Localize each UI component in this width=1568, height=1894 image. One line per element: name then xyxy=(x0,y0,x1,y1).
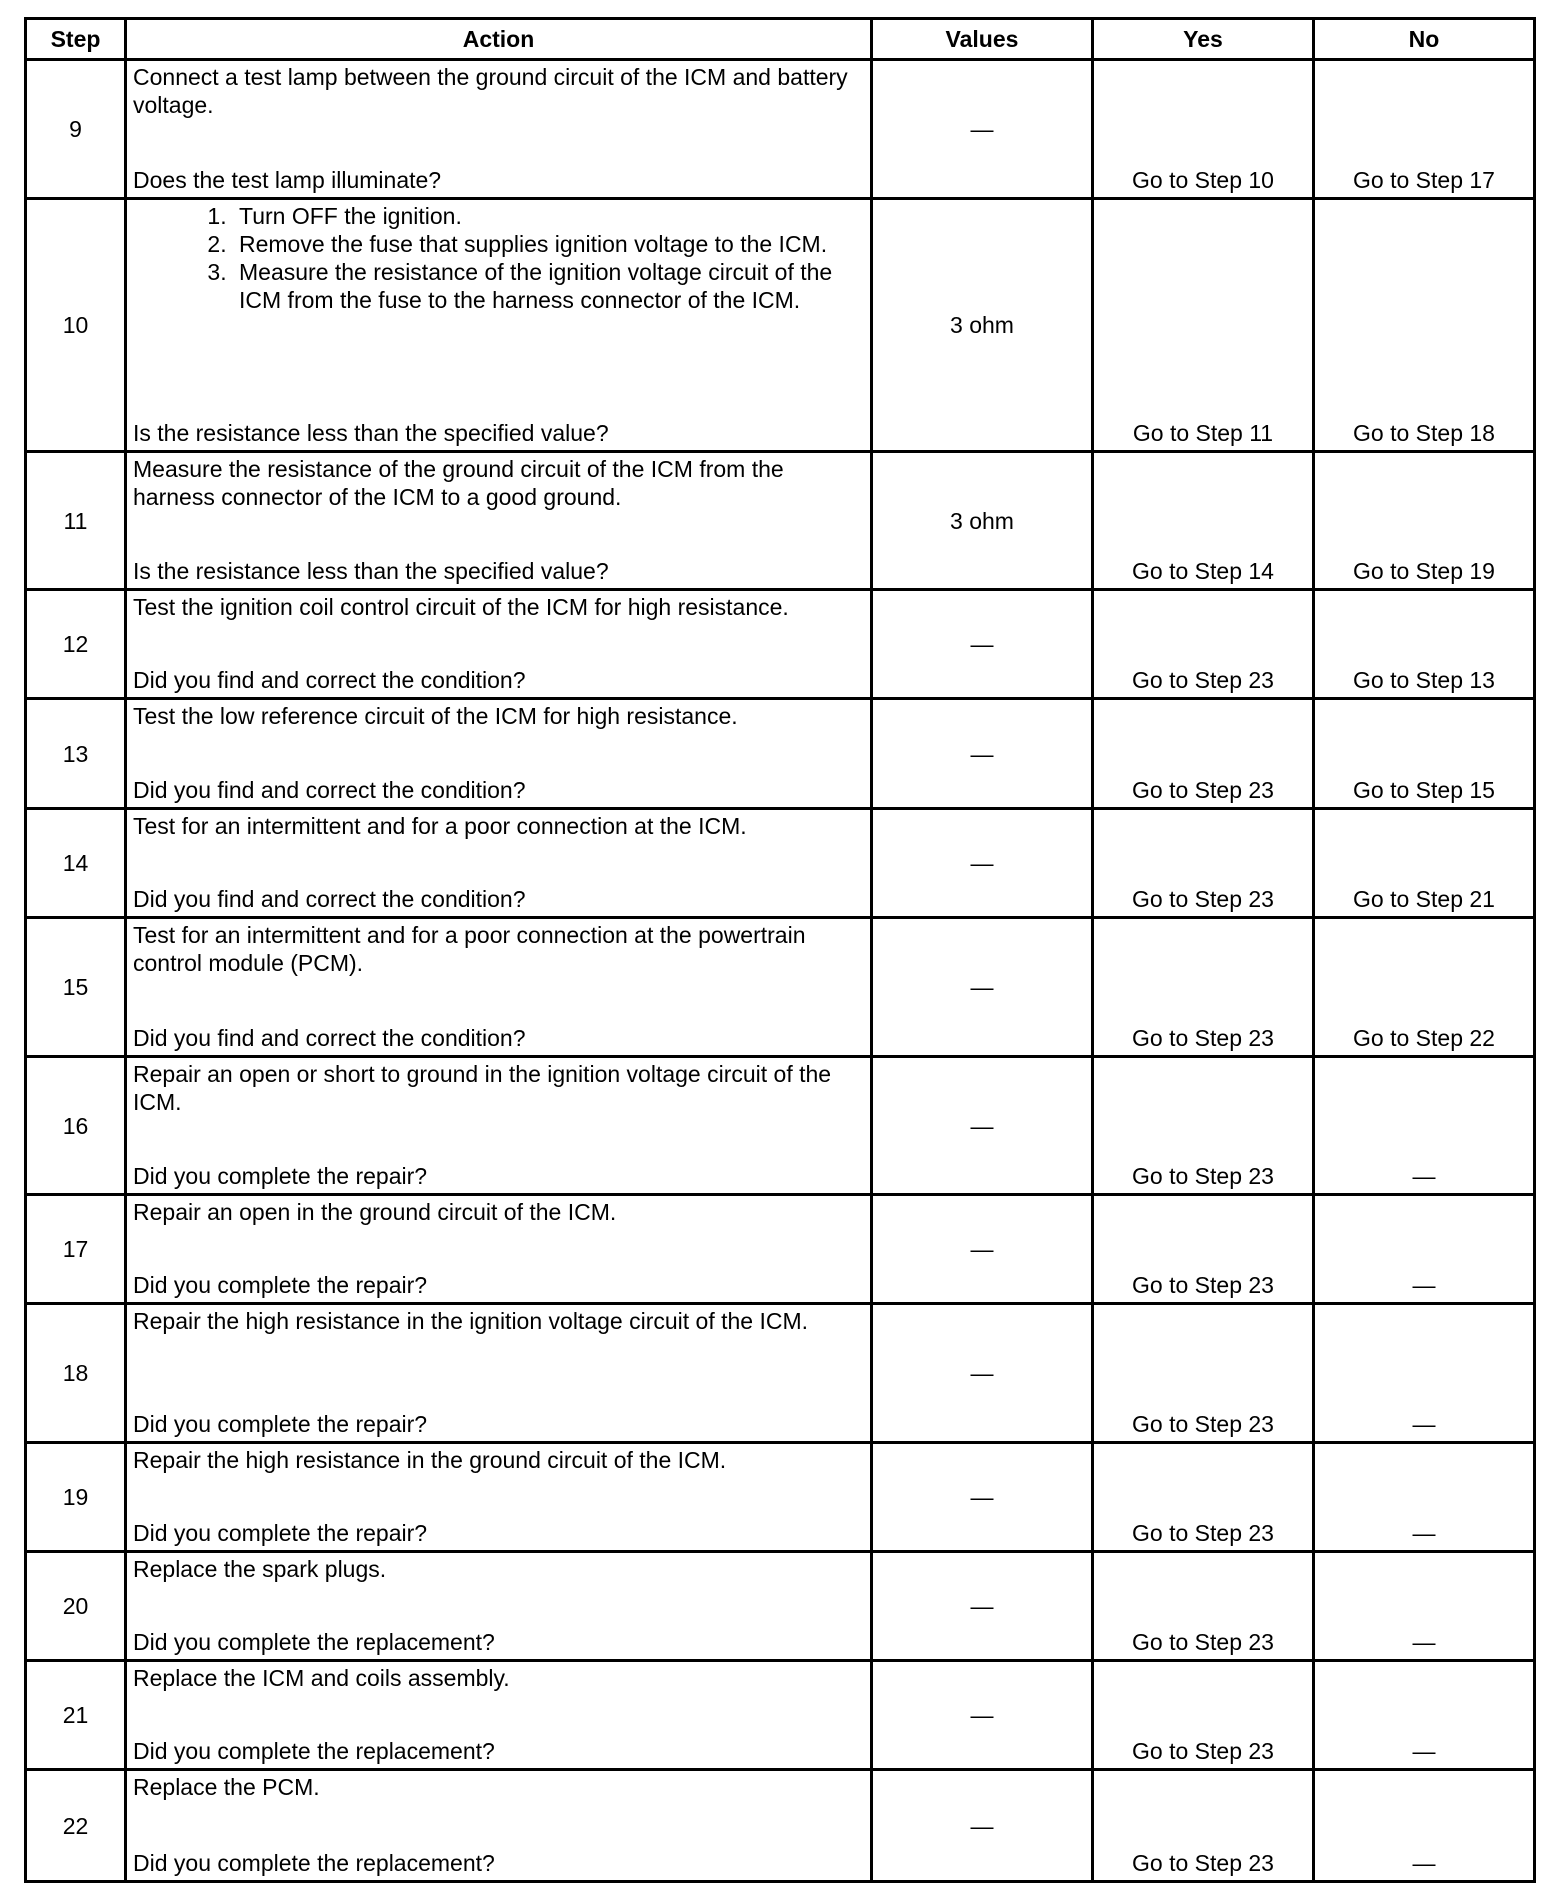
action-step-item: 2. Remove the fuse that supplies ignition voltage to the ICM. xyxy=(233,230,864,258)
value-cell: — xyxy=(872,1195,1093,1304)
yes-result: Go to Step 23 xyxy=(1132,777,1274,803)
action-text: Measure the resistance of the ground circuit of the ICM from the harness connector of the ICM to a good ground. xyxy=(133,456,784,510)
no-cell xyxy=(1314,699,1535,809)
action-question: Did you complete the replacement? xyxy=(133,1629,495,1655)
action-cell xyxy=(126,199,872,452)
value-cell: — xyxy=(872,1057,1093,1195)
action-steps-list xyxy=(133,202,864,314)
action-question: Did you find and correct the condition? xyxy=(133,667,526,693)
step-number: 19 xyxy=(26,1443,126,1552)
table-row xyxy=(26,1552,1535,1661)
yes-cell xyxy=(1093,809,1314,918)
yes-result: Go to Step 23 xyxy=(1132,1738,1274,1764)
action-question: Did you complete the repair? xyxy=(133,1520,428,1546)
header-action: Action xyxy=(126,19,872,60)
value-cell: — xyxy=(872,699,1093,809)
no-result: Go to Step 13 xyxy=(1353,667,1495,693)
yes-cell xyxy=(1093,1770,1314,1882)
header-step: Step xyxy=(26,19,126,60)
action-question: Did you complete the replacement? xyxy=(133,1850,495,1876)
yes-result: Go to Step 23 xyxy=(1132,1629,1274,1655)
table-row xyxy=(26,1770,1535,1882)
no-result: — xyxy=(1412,1272,1436,1298)
yes-result: Go to Step 10 xyxy=(1132,167,1274,193)
no-cell xyxy=(1314,60,1535,199)
value-cell: — xyxy=(872,590,1093,699)
action-question: Did you find and correct the condition? xyxy=(133,777,526,803)
step-number: 10 xyxy=(26,199,126,452)
table-row xyxy=(26,199,1535,452)
yes-cell xyxy=(1093,1195,1314,1304)
step-number: 22 xyxy=(26,1770,126,1882)
no-cell xyxy=(1314,1195,1535,1304)
table-row xyxy=(26,1661,1535,1770)
action-text: Repair an open in the ground circuit of the ICM. xyxy=(133,1199,617,1225)
action-cell xyxy=(126,1770,872,1882)
value-cell: — xyxy=(872,1443,1093,1552)
no-result: Go to Step 18 xyxy=(1353,420,1495,446)
value-cell: — xyxy=(872,1770,1093,1882)
table-row xyxy=(26,809,1535,918)
no-result: — xyxy=(1412,1738,1436,1764)
table-row xyxy=(26,590,1535,699)
action-text: Repair an open or short to ground in the ignition voltage circuit of the ICM. xyxy=(133,1061,832,1115)
table-row xyxy=(26,699,1535,809)
no-cell xyxy=(1314,809,1535,918)
table-row xyxy=(26,918,1535,1057)
action-cell xyxy=(126,1552,872,1661)
yes-cell xyxy=(1093,590,1314,699)
yes-cell xyxy=(1093,60,1314,199)
action-question: Is the resistance less than the specified value? xyxy=(133,420,609,446)
no-cell xyxy=(1314,1552,1535,1661)
yes-result: Go to Step 23 xyxy=(1132,667,1274,693)
action-cell xyxy=(126,1195,872,1304)
value-cell: — xyxy=(872,1552,1093,1661)
yes-cell xyxy=(1093,1443,1314,1552)
action-question: Did you find and correct the condition? xyxy=(133,1025,526,1051)
step-number: 17 xyxy=(26,1195,126,1304)
no-result: Go to Step 21 xyxy=(1353,886,1495,912)
action-step-item: 3. Measure the resistance of the ignition voltage circuit of the ICM from the fuse to the harness connector of the ICM. xyxy=(233,258,864,314)
yes-result: Go to Step 23 xyxy=(1132,886,1274,912)
no-result: — xyxy=(1412,1850,1436,1876)
step-number: 12 xyxy=(26,590,126,699)
action-step-item: 1. Turn OFF the ignition. xyxy=(233,202,864,230)
action-question: Is the resistance less than the specified value? xyxy=(133,558,609,584)
header-row xyxy=(26,19,1535,60)
table-row xyxy=(26,1195,1535,1304)
action-question: Did you complete the repair? xyxy=(133,1272,428,1298)
action-text: Repair the high resistance in the ground circuit of the ICM. xyxy=(133,1447,727,1473)
yes-result: Go to Step 23 xyxy=(1132,1025,1274,1051)
step-number: 21 xyxy=(26,1661,126,1770)
no-result: — xyxy=(1412,1520,1436,1546)
action-text: Test for an intermittent and for a poor connection at the powertrain control module (PCM). xyxy=(133,922,806,976)
step-number: 13 xyxy=(26,699,126,809)
yes-cell xyxy=(1093,452,1314,590)
no-result: — xyxy=(1412,1163,1436,1189)
no-cell xyxy=(1314,1057,1535,1195)
action-text: Repair the high resistance in the ignition voltage circuit of the ICM. xyxy=(133,1308,809,1334)
step-number: 16 xyxy=(26,1057,126,1195)
action-cell xyxy=(126,1661,872,1770)
no-result: Go to Step 17 xyxy=(1353,167,1495,193)
table-body xyxy=(26,60,1535,1882)
yes-result: Go to Step 23 xyxy=(1132,1850,1274,1876)
action-text: Replace the spark plugs. xyxy=(133,1556,387,1582)
table-row xyxy=(26,1304,1535,1443)
no-result: — xyxy=(1412,1411,1436,1437)
no-cell xyxy=(1314,918,1535,1057)
yes-cell xyxy=(1093,918,1314,1057)
step-number: 9 xyxy=(26,60,126,199)
action-cell xyxy=(126,809,872,918)
table-row xyxy=(26,1057,1535,1195)
yes-result: Go to Step 23 xyxy=(1132,1520,1274,1546)
yes-result: Go to Step 23 xyxy=(1132,1411,1274,1437)
no-result: Go to Step 22 xyxy=(1353,1025,1495,1051)
yes-result: Go to Step 14 xyxy=(1132,558,1274,584)
value-cell: — xyxy=(872,1304,1093,1443)
action-question: Did you find and correct the condition? xyxy=(133,886,526,912)
value-cell: — xyxy=(872,1661,1093,1770)
value-cell: — xyxy=(872,918,1093,1057)
no-cell xyxy=(1314,452,1535,590)
action-cell xyxy=(126,452,872,590)
step-number: 11 xyxy=(26,452,126,590)
action-text: Replace the ICM and coils assembly. xyxy=(133,1665,510,1691)
step-number: 15 xyxy=(26,918,126,1057)
action-question: Did you complete the repair? xyxy=(133,1163,428,1189)
yes-cell xyxy=(1093,1552,1314,1661)
value-cell: 3 ohm xyxy=(872,452,1093,590)
value-cell: 3 ohm xyxy=(872,199,1093,452)
yes-result: Go to Step 23 xyxy=(1132,1272,1274,1298)
no-cell xyxy=(1314,590,1535,699)
step-number: 18 xyxy=(26,1304,126,1443)
action-cell xyxy=(126,60,872,199)
table-row xyxy=(26,60,1535,199)
header-no: No xyxy=(1314,19,1535,60)
action-question: Does the test lamp illuminate? xyxy=(133,167,442,193)
yes-cell xyxy=(1093,1304,1314,1443)
no-cell xyxy=(1314,1661,1535,1770)
action-cell xyxy=(126,1304,872,1443)
action-question: Did you complete the replacement? xyxy=(133,1738,495,1764)
step-number: 14 xyxy=(26,809,126,918)
action-cell xyxy=(126,699,872,809)
action-text: Test for an intermittent and for a poor connection at the ICM. xyxy=(133,813,747,839)
no-cell xyxy=(1314,1770,1535,1882)
action-cell xyxy=(126,590,872,699)
action-cell xyxy=(126,1057,872,1195)
yes-result: Go to Step 23 xyxy=(1132,1163,1274,1189)
value-cell: — xyxy=(872,60,1093,199)
no-cell xyxy=(1314,1443,1535,1552)
yes-cell xyxy=(1093,199,1314,452)
action-text: Test the ignition coil control circuit of the ICM for high resistance. xyxy=(133,594,789,620)
no-result: Go to Step 15 xyxy=(1353,777,1495,803)
action-question: Did you complete the repair? xyxy=(133,1411,428,1437)
action-text: Replace the PCM. xyxy=(133,1774,320,1800)
no-cell xyxy=(1314,1304,1535,1443)
diagnostic-table xyxy=(24,17,1536,1883)
table-row xyxy=(26,452,1535,590)
header-values: Values xyxy=(872,19,1093,60)
yes-cell xyxy=(1093,699,1314,809)
action-text: Test the low reference circuit of the ICM for high resistance. xyxy=(133,703,738,729)
action-cell xyxy=(126,918,872,1057)
header-yes: Yes xyxy=(1093,19,1314,60)
table-row xyxy=(26,1443,1535,1552)
no-cell xyxy=(1314,199,1535,452)
yes-cell xyxy=(1093,1057,1314,1195)
value-cell: — xyxy=(872,809,1093,918)
yes-result: Go to Step 11 xyxy=(1132,420,1274,446)
action-text: Connect a test lamp between the ground circuit of the ICM and battery voltage. xyxy=(133,64,848,118)
step-number: 20 xyxy=(26,1552,126,1661)
no-result: Go to Step 19 xyxy=(1353,558,1495,584)
no-result: — xyxy=(1412,1629,1436,1655)
yes-cell xyxy=(1093,1661,1314,1770)
action-cell xyxy=(126,1443,872,1552)
